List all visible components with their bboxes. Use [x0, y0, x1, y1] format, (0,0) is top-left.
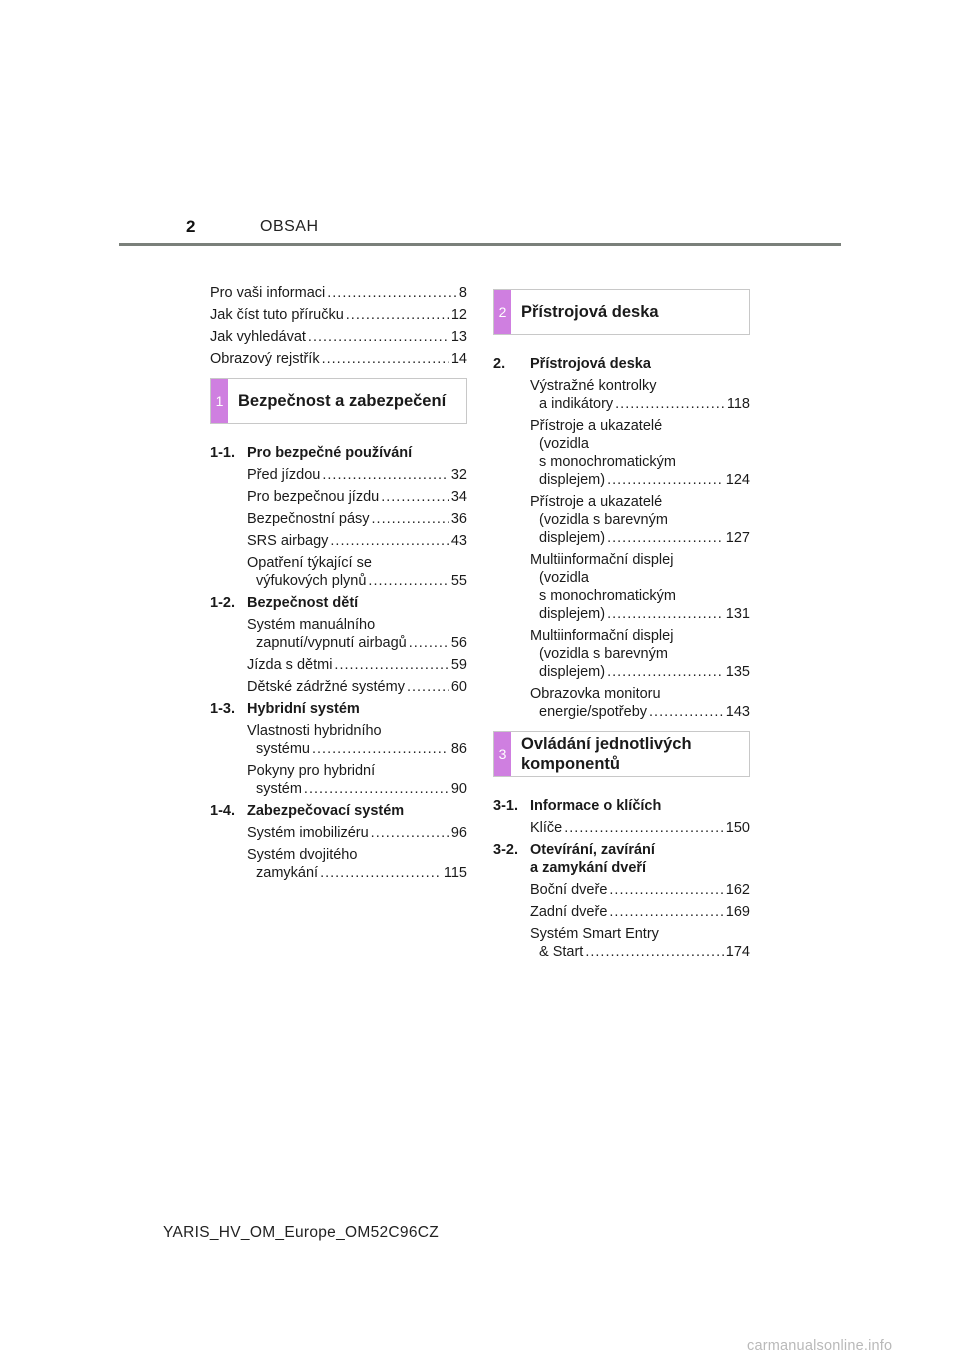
subsection-title: [247, 594, 358, 612]
toc-entry[interactable]: [247, 762, 467, 798]
toc-column-left: [210, 284, 467, 886]
toc-page-number: 96: [450, 825, 467, 841]
toc-entry-text: zamykání: [256, 865, 319, 881]
subsection-heading[interactable]: [210, 700, 467, 718]
section-heading-box: [210, 378, 467, 424]
toc-page-number: 127: [725, 530, 750, 546]
toc-entry-text: s monochromatickým: [539, 454, 676, 470]
toc-entry[interactable]: [247, 678, 467, 696]
toc-entry-text: Přístroje a ukazatelé: [530, 418, 663, 434]
toc-entry[interactable]: [530, 493, 750, 547]
toc-page-number: 118: [726, 396, 750, 412]
dot-leader: [585, 943, 723, 961]
subsection-number: 1-4.: [210, 803, 235, 819]
toc-entry-text: s monochromatickým: [539, 588, 676, 604]
subsection-heading[interactable]: [493, 841, 750, 877]
dot-leader: [607, 663, 724, 681]
dot-leader: [320, 864, 442, 882]
toc-entry[interactable]: [210, 284, 467, 302]
toc-entry[interactable]: [530, 551, 750, 623]
toc-entry-last-line: [247, 532, 467, 550]
dot-leader: [372, 510, 449, 528]
toc-entry-text: displejem): [539, 472, 606, 488]
section-heading-box: [493, 289, 750, 335]
dot-leader: [407, 678, 449, 696]
header-title: OBSAH: [260, 218, 319, 235]
toc-entry-last-line: [210, 284, 467, 302]
toc-entry[interactable]: [530, 819, 750, 837]
toc-entry-last-line: [530, 943, 750, 961]
toc-subsection: [210, 802, 467, 882]
toc-entry-text: Přístroje a ukazatelé: [530, 494, 663, 510]
toc-entry-text: Před jízdou: [247, 467, 321, 483]
toc-entry-text: Výstražné kontrolky: [530, 378, 657, 394]
dot-leader: [322, 466, 449, 484]
section-2: [493, 289, 750, 721]
subsection-title-line: Otevírání, zavírání: [530, 842, 655, 858]
toc-page-number: 115: [443, 865, 467, 881]
toc-entry-last-line: [247, 572, 467, 590]
toc-page-number: 56: [450, 635, 467, 651]
section-heading-box: [493, 731, 750, 777]
subsection-title-line: Bezpečnost dětí: [247, 595, 359, 611]
subsection-number: 1-1.: [210, 445, 235, 461]
toc-entry-text: displejem): [539, 530, 606, 546]
dot-leader: [607, 605, 724, 623]
subsection-title-line: a zamykání dveří: [530, 860, 647, 876]
toc-entry-text: a indikátory: [539, 396, 614, 412]
toc-entry-text: Pro vaši informaci: [210, 285, 326, 301]
toc-entry-last-line: [247, 466, 467, 484]
toc-entry-last-line: [530, 605, 750, 623]
toc-entry-last-line: [210, 328, 467, 346]
subsection-items: [210, 722, 467, 798]
toc-entry-text: Boční dveře: [530, 882, 608, 898]
toc-page-number: 86: [450, 741, 467, 757]
page-number: 2: [186, 217, 196, 236]
toc-entry[interactable]: [530, 417, 750, 489]
section-title-line: Ovládání jednotlivých: [521, 735, 692, 753]
subsection-items: [210, 824, 467, 882]
toc-entry-last-line: [247, 824, 467, 842]
subsection-title: [247, 444, 412, 462]
toc-entry-text: SRS airbagy: [247, 533, 329, 549]
section-title-line: Bezpečnost a zabezpečení: [238, 392, 447, 410]
toc-page-number: 12: [450, 307, 467, 323]
toc-page-number: 150: [725, 820, 750, 836]
toc-entry-last-line: [210, 350, 467, 368]
section-title-line: Přístrojová deska: [521, 303, 659, 321]
subsection-title: [530, 797, 661, 815]
toc-page-number: 90: [450, 781, 467, 797]
toc-entry-text: Bezpečnostní pásy: [247, 511, 370, 527]
toc-entry-last-line: [210, 306, 467, 324]
toc-subsection: [493, 355, 750, 721]
toc-entry[interactable]: [247, 488, 467, 506]
toc-page-number: 124: [725, 472, 750, 488]
section-tab-number: 2: [494, 290, 511, 334]
section-title: [228, 379, 446, 423]
toc-page-number: 135: [725, 664, 750, 680]
toc-entry-text: zapnutí/vypnutí airbagů: [256, 635, 407, 651]
subsection-number: 3-2.: [493, 842, 518, 858]
toc-entry-text: Systém dvojitého: [247, 847, 358, 863]
dot-leader: [564, 819, 724, 837]
toc-entry-text: Opatření týkající se: [247, 555, 372, 571]
toc-subsection: [210, 700, 467, 798]
section-3: [493, 731, 750, 961]
section-tab-number: 3: [494, 732, 511, 776]
watermark: carmanualsonline.info: [747, 1338, 893, 1354]
dot-leader: [308, 328, 449, 346]
toc-entry[interactable]: [530, 903, 750, 921]
section-1: [210, 378, 467, 882]
subsection-heading[interactable]: [210, 802, 467, 820]
subsection-number: 1-2.: [210, 595, 235, 611]
toc-entry-text: (vozidla: [539, 436, 589, 452]
toc-subsection: [493, 797, 750, 837]
toc-entry-last-line: [530, 903, 750, 921]
toc-subsection: [210, 444, 467, 590]
toc-entry-last-line: [530, 663, 750, 681]
toc-entry-last-line: [530, 529, 750, 547]
subsection-title-line: Přístrojová deska: [530, 356, 651, 372]
toc-entry-last-line: [247, 634, 467, 652]
dot-leader: [609, 903, 723, 921]
toc-page-number: 36: [450, 511, 467, 527]
toc-entry-text: Jízda s dětmi: [247, 657, 333, 673]
toc-entry[interactable]: [247, 656, 467, 674]
toc-entry[interactable]: [247, 554, 467, 590]
toc-entry[interactable]: [210, 350, 467, 368]
toc-entry-text: displejem): [539, 664, 606, 680]
toc-entry-text: Klíče: [530, 820, 563, 836]
subsection-title-line: Hybridní systém: [247, 701, 360, 717]
dot-leader: [368, 572, 448, 590]
dot-leader: [609, 881, 723, 899]
toc-entry-last-line: [530, 819, 750, 837]
toc-entry-text: (vozidla: [539, 570, 589, 586]
subsection-number: 2.: [493, 356, 506, 372]
toc-entry-last-line: [247, 488, 467, 506]
subsection-title: [247, 802, 404, 820]
subsection-title-line: Pro bezpečné používání: [247, 445, 413, 461]
subsection-items: [493, 377, 750, 721]
toc-entry[interactable]: [247, 824, 467, 842]
toc-page-number: 43: [450, 533, 467, 549]
subsection-items: [210, 466, 467, 590]
dot-leader: [312, 740, 449, 758]
toc-page-number: 55: [450, 573, 467, 589]
toc-page-number: 143: [725, 704, 750, 720]
toc-entry-text: systému: [256, 741, 310, 757]
toc-page-number: 14: [450, 351, 467, 367]
dot-leader: [334, 656, 448, 674]
subsection-title: [247, 700, 360, 718]
toc-entry[interactable]: [210, 306, 467, 324]
toc-entry-text: (vozidla s barevným: [539, 646, 668, 662]
toc-column-right: [493, 284, 750, 965]
page-header: [0, 0, 960, 250]
section-tab-number: 1: [211, 379, 228, 423]
dot-leader: [330, 532, 448, 550]
toc-page-number: 60: [450, 679, 467, 695]
header-rule: [119, 243, 841, 246]
toc-entry-text: systém: [256, 781, 302, 797]
dot-leader: [607, 529, 724, 547]
subsection-number: 1-3.: [210, 701, 235, 717]
toc-entry-text: Systém Smart Entry: [530, 926, 659, 942]
toc-entry-text: displejem): [539, 606, 606, 622]
dot-leader: [607, 471, 724, 489]
toc-entry-last-line: [247, 678, 467, 696]
toc-entry-text: Pokyny pro hybridní: [247, 763, 376, 779]
toc-page-number: 174: [725, 944, 750, 960]
toc-entry-last-line: [247, 740, 467, 758]
toc-entry[interactable]: [530, 377, 750, 413]
toc-entry[interactable]: [247, 846, 467, 882]
intro-list: [210, 284, 467, 368]
section-title-line: komponentů: [521, 755, 620, 773]
toc-entry[interactable]: [530, 685, 750, 721]
toc-entry[interactable]: [210, 328, 467, 346]
toc-entry-text: Vlastnosti hybridního: [247, 723, 382, 739]
toc-entry-text: Dětské zádržné systémy: [247, 679, 405, 695]
toc-entry[interactable]: [247, 722, 467, 758]
toc-entry[interactable]: [247, 532, 467, 550]
subsection-heading[interactable]: [210, 444, 467, 462]
toc-entry-text: & Start: [539, 944, 584, 960]
toc-entry-last-line: [247, 656, 467, 674]
toc-entry-last-line: [247, 780, 467, 798]
document-id: YARIS_HV_OM_Europe_OM52C96CZ: [163, 1224, 440, 1241]
subsection-items: [210, 616, 467, 696]
toc-entry-text: Jak vyhledávat: [210, 329, 306, 345]
subsection-items: [493, 881, 750, 961]
dot-leader: [304, 780, 449, 798]
dot-leader: [615, 395, 725, 413]
dot-leader: [409, 634, 449, 652]
toc-entry-text: Jak číst tuto příručku: [210, 307, 344, 323]
dot-leader: [371, 824, 449, 842]
toc-entry[interactable]: [530, 627, 750, 681]
toc-subsection: [493, 841, 750, 961]
toc-entry-text: Systém imobilizéru: [247, 825, 369, 841]
toc-entry-text: Systém manuálního: [247, 617, 376, 633]
subsection-number: 3-1.: [493, 798, 518, 814]
toc-entry[interactable]: [247, 616, 467, 652]
toc-page-number: 8: [458, 285, 467, 301]
toc-entry-text: Obrazovka monitoru: [530, 686, 661, 702]
toc-entry[interactable]: [530, 881, 750, 899]
subsection-title-line: Informace o klíčích: [530, 798, 662, 814]
toc-entry-text: výfukových plynů: [256, 573, 367, 589]
toc-entry-last-line: [530, 703, 750, 721]
toc-page-number: 34: [450, 489, 467, 505]
toc-entry[interactable]: [247, 510, 467, 528]
subsection-title: [530, 841, 655, 877]
toc-entry-last-line: [530, 881, 750, 899]
toc-entry-text: Multiinformační displej: [530, 552, 674, 568]
toc-page-number: 162: [725, 882, 750, 898]
toc-page-number: 59: [450, 657, 467, 673]
subsection-title: [530, 355, 651, 373]
toc-entry-text: Pro bezpečnou jízdu: [247, 489, 380, 505]
section-title: [511, 732, 692, 776]
toc-entry[interactable]: [530, 925, 750, 961]
dot-leader: [327, 284, 457, 302]
toc-page-number: 131: [725, 606, 750, 622]
subsection-heading[interactable]: [210, 594, 467, 612]
toc-subsection: [210, 594, 467, 696]
toc-entry-last-line: [530, 471, 750, 489]
toc-entry-last-line: [247, 864, 467, 882]
section-title: [511, 290, 659, 334]
toc-entry[interactable]: [247, 466, 467, 484]
toc-page-number: 13: [450, 329, 467, 345]
toc-entry-text: Obrazový rejstřík: [210, 351, 320, 367]
toc-entry-text: Multiinformační displej: [530, 628, 674, 644]
toc-page-number: 169: [725, 904, 750, 920]
dot-leader: [346, 306, 449, 324]
dot-leader: [649, 703, 724, 721]
dot-leader: [322, 350, 449, 368]
toc-entry-last-line: [530, 395, 750, 413]
toc-entry-text: (vozidla s barevným: [539, 512, 668, 528]
subsection-title-line: Zabezpečovací systém: [247, 803, 405, 819]
subsection-heading[interactable]: [493, 797, 750, 815]
dot-leader: [381, 488, 449, 506]
toc-entry-last-line: [247, 510, 467, 528]
toc-entry-text: energie/spotřeby: [539, 704, 648, 720]
subsection-items: [493, 819, 750, 837]
toc-page-number: 32: [450, 467, 467, 483]
toc-entry-text: Zadní dveře: [530, 904, 608, 920]
subsection-heading[interactable]: [493, 355, 750, 373]
